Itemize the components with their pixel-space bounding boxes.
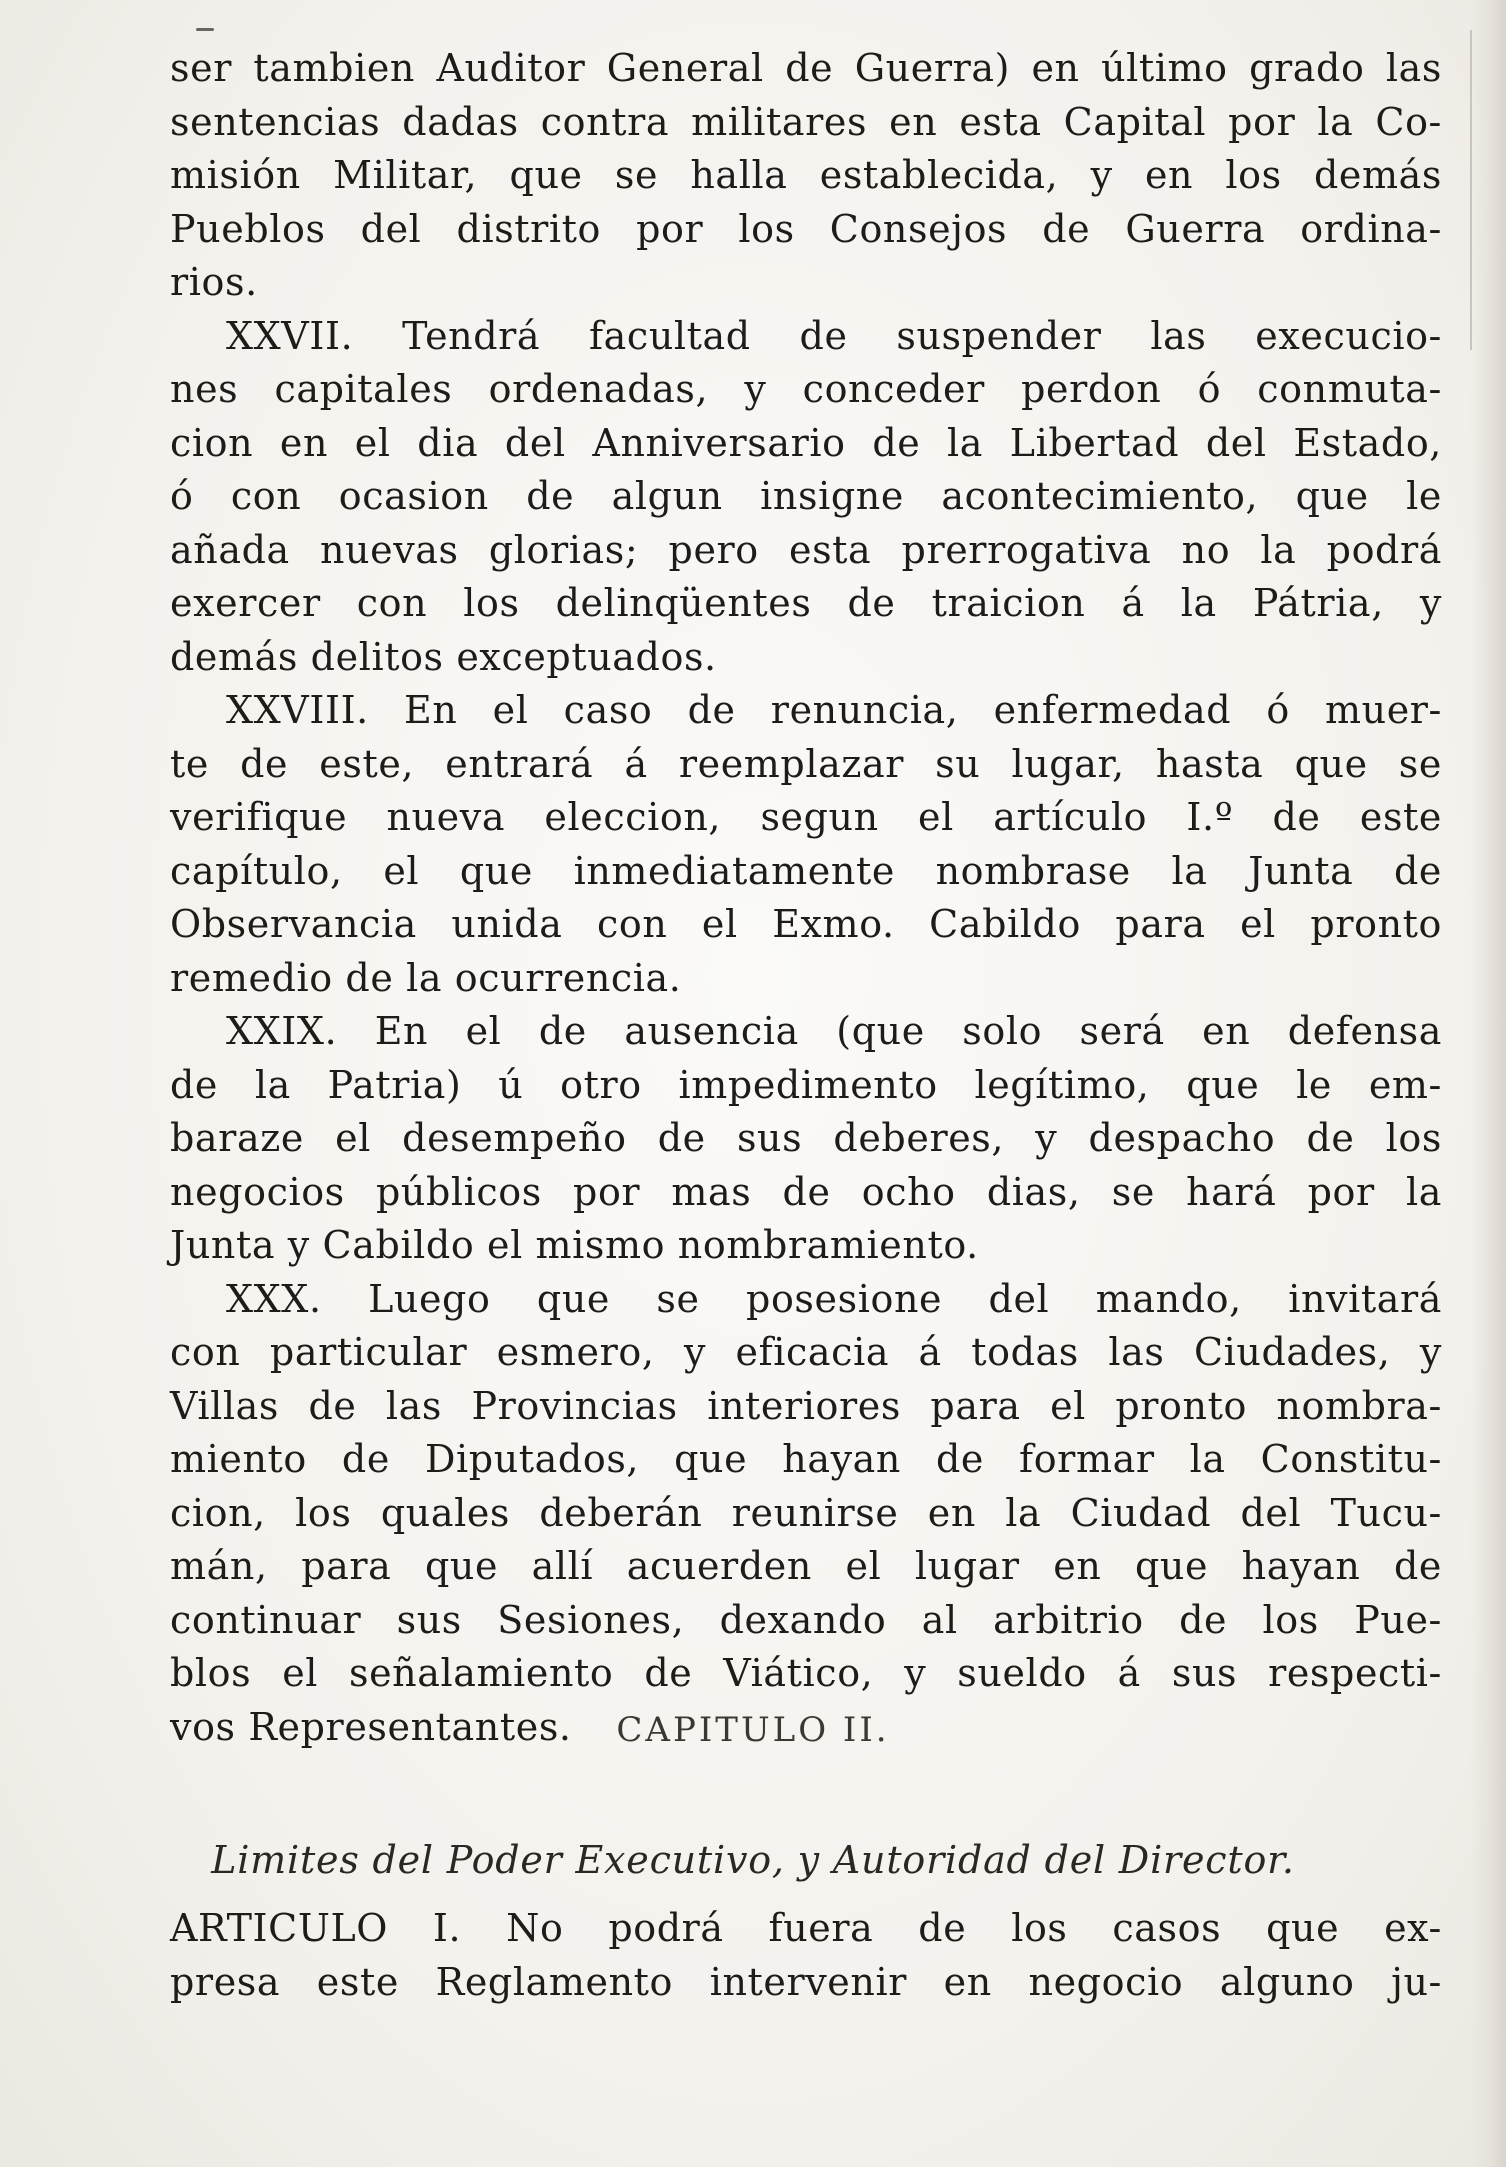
text-line: miento de Diputados, que hayan de formar la Constitu- <box>170 1437 1442 1481</box>
text-line: añada nuevas glorias; pero esta prerrogativa no la podrá <box>170 527 1442 572</box>
article-i-line: ARTICULO I. No podrá fuera de los casos que ex- <box>170 1906 1442 1950</box>
text-line: negocios públicos por mas de ocho dias, se hará por la <box>170 1169 1442 1214</box>
text-line: capítulo, el que inmediatamente nombrase la Junta de <box>170 848 1442 893</box>
text-line: cion en el dia del Anniversario de la Libertad del Estado, <box>170 420 1442 465</box>
text-line: mán, para que allí acuerden el lugar en que hayan de <box>170 1544 1442 1588</box>
text-line: presa este Reglamento intervenir en negocio alguno ju- <box>170 1959 1442 2004</box>
text-line: misión Militar, que se halla establecida, y en los demás <box>170 153 1442 197</box>
article-xxviii-line: XXVIII. En el caso de renuncia, enfermedad ó muer- <box>226 688 1442 732</box>
text-line: te de este, entrará á reemplazar su lugar, hasta que se <box>170 741 1442 786</box>
text-line: blos el señalamiento de Viático, y sueldo á sus respecti- <box>170 1651 1442 1695</box>
text-line: remedio de la ocurrencia. <box>170 955 682 1000</box>
text-line: Junta y Cabildo el mismo nombramiento. <box>170 1223 979 1267</box>
text-line: vos Representantes. <box>170 1704 572 1749</box>
text-line: cion, los quales deberán reunirse en la Ciudad del Tucu- <box>170 1490 1442 1535</box>
text-line: continuar sus Sesiones, dexando al arbitrio de los Pue- <box>170 1597 1442 1642</box>
text-line: sentencias dadas contra militares en esta Capital por la Co- <box>170 99 1442 144</box>
article-i-text <box>170 1902 1442 2009</box>
article-xxvii-line: XXVII. Tendrá facultad de suspender las execucio- <box>226 313 1442 358</box>
text-line: Villas de las Provincias interiores para el pronto nombra- <box>170 1383 1442 1428</box>
body-text <box>170 42 1442 1754</box>
article-xxix-line: XXIX. En el de ausencia (que solo será en defensa <box>226 1009 1442 1053</box>
text-line: ó con ocasion de algun insigne acontecimiento, que le <box>170 474 1442 518</box>
text-line: ser tambien Auditor General de Guerra) en último grado las <box>170 46 1442 90</box>
text-line: demás delitos exceptuados. <box>170 634 717 679</box>
chapter-subtitle: Limites del Poder Executivo, y Autoridad del Director. <box>211 1838 1295 1882</box>
text-line: baraze el desempeño de sus deberes, y despacho de los <box>170 1116 1442 1160</box>
text-line: verifique nueva eleccion, segun el artículo I.º de este <box>170 795 1442 839</box>
text-line: exercer con los delinqüentes de traicion á la Pátria, y <box>170 581 1442 625</box>
chapter-heading: CAPITULO II. <box>616 1710 890 1750</box>
ink-mark <box>196 28 214 31</box>
text-line: Observancia unida con el Exmo. Cabildo para el pronto <box>170 902 1442 946</box>
text-line: nes capitales ordenadas, y conceder perdon ó conmuta- <box>170 367 1442 411</box>
text-line: con particular esmero, y eficacia á todas las Ciudades, y <box>170 1330 1442 1374</box>
text-line: Pueblos del distrito por los Consejos de Guerra ordina- <box>170 206 1442 251</box>
text-line: rios. <box>170 260 258 304</box>
article-xxx-line: XXX. Luego que se posesione del mando, invitará <box>226 1276 1442 1321</box>
text-line: de la Patria) ú otro impedimento legítimo, que le em- <box>170 1062 1442 1107</box>
page-edge-line <box>1470 30 1472 350</box>
